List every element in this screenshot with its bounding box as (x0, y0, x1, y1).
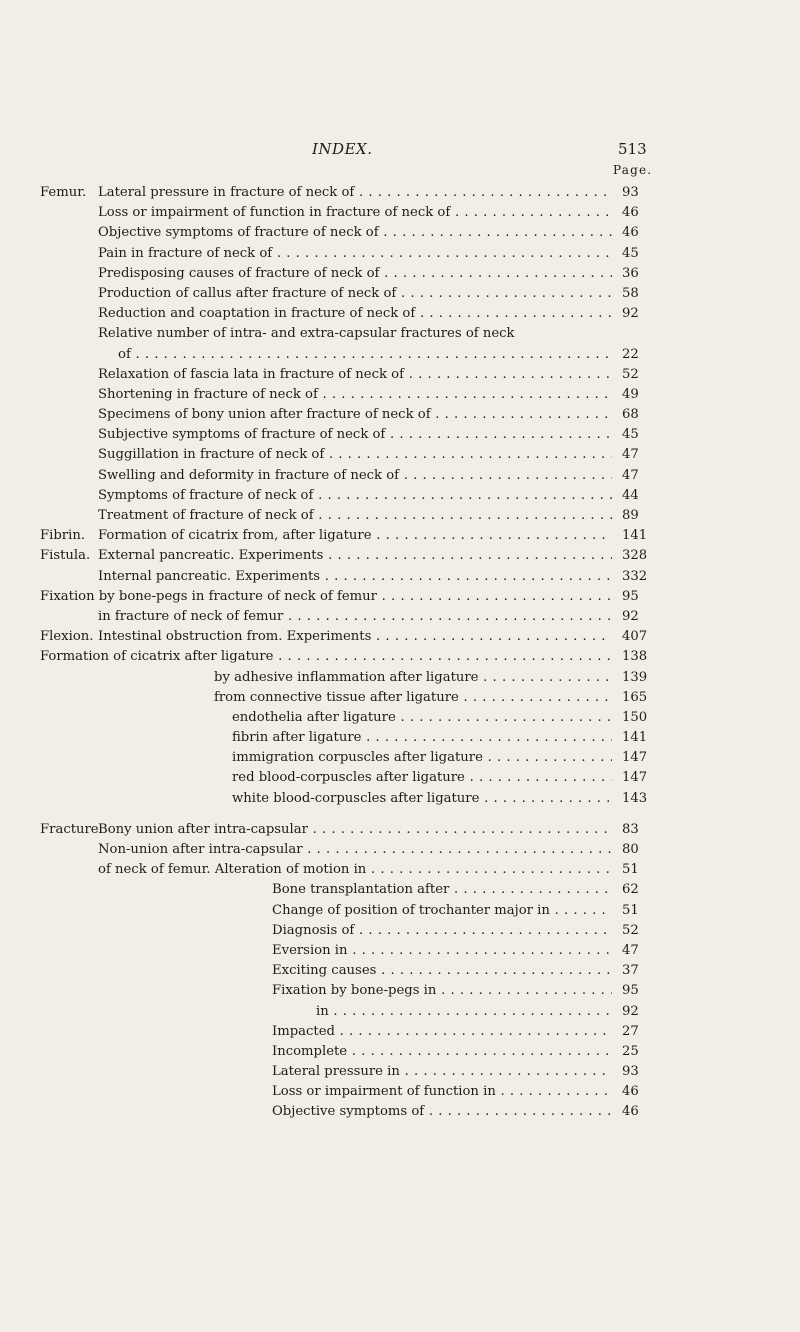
entry-page-number: 138 (622, 649, 648, 665)
entry-text: Formation of cicatrix from, after ligature . . . (98, 526, 612, 546)
index-entry (0, 425, 800, 445)
index-entry (0, 1102, 800, 1122)
entry-text: Production of callus after fracture of neck of . . . (98, 284, 612, 304)
index-entry (0, 264, 800, 284)
index-entry (0, 183, 800, 203)
index-entry (0, 405, 800, 425)
index-entry (0, 708, 800, 728)
entry-page-number: 328 (622, 548, 648, 564)
index-entry (0, 486, 800, 506)
entry-page-number: 51 (622, 902, 639, 918)
entry-text: Specimens of bony union after fracture of neck of . . . (98, 405, 612, 425)
index-entry (0, 567, 800, 587)
index-entry (0, 627, 800, 647)
index-entry (0, 1082, 800, 1102)
entry-page-number: 36 (622, 265, 639, 281)
entry-page-number: 25 (622, 1043, 639, 1059)
index-entry (0, 304, 800, 324)
entry-page-number: 46 (622, 205, 639, 221)
entry-page-number: 141 (622, 528, 648, 544)
entry-text: Internal pancreatic. Experiments . . . (98, 567, 612, 587)
entry-page-number: 45 (622, 427, 639, 443)
entry-page-number: 49 (622, 386, 639, 402)
entry-text: Shortening in fracture of neck of . . . (98, 385, 612, 405)
entry-text: fibrin after ligature . . . (232, 728, 612, 748)
entry-page-number: 92 (622, 306, 639, 322)
entry-page-number: 46 (622, 1104, 639, 1120)
entry-text: Lateral pressure in . . . (272, 1062, 612, 1082)
entry-page-number: 147 (622, 750, 648, 766)
entry-text: Relative number of intra- and extra-capsular fractures of neck (98, 326, 515, 342)
entry-page-number: 93 (622, 1064, 639, 1080)
page-number: 513 (618, 140, 647, 158)
index-entry (0, 728, 800, 748)
index-entry (0, 385, 800, 405)
entry-text: Fixation by bone-pegs in fracture of neck of femur . . . (40, 587, 612, 607)
entry-text: Exciting causes . . . (272, 961, 612, 981)
entry-page-number: 22 (622, 346, 639, 362)
entry-page-number: 44 (622, 487, 639, 503)
entry-heading: Flexion. (40, 629, 94, 645)
entry-page-number: 52 (622, 922, 639, 938)
index-entry (0, 880, 800, 900)
entry-text: Incomplete . . . (272, 1042, 612, 1062)
entry-text: Pain in fracture of neck of . . . (98, 244, 612, 264)
entry-page-number: 80 (622, 842, 639, 857)
index-entry (0, 961, 800, 981)
index-entry (0, 1022, 800, 1042)
entry-page-number: 68 (622, 407, 639, 423)
index-entry (0, 668, 800, 688)
index-entry (0, 768, 800, 788)
index-entry (0, 840, 800, 860)
index-entry (0, 607, 800, 627)
entry-page-number: 89 (622, 508, 639, 523)
index-entry (0, 901, 800, 921)
entry-text: Predisposing causes of fracture of neck of . . . (98, 264, 612, 284)
entry-page-number: 141 (622, 730, 648, 746)
entry-page-number: 93 (622, 185, 639, 200)
entry-page-number: 95 (622, 983, 639, 999)
entry-text: Reduction and coaptation in fracture of neck of . . . (98, 304, 612, 324)
index-entry (0, 445, 800, 465)
entry-page-number: 83 (622, 821, 639, 837)
entry-text: Suggillation in fracture of neck of . . . (98, 445, 612, 465)
page-title: INDEX. (312, 140, 373, 158)
entry-page-number: 46 (622, 225, 639, 241)
entry-text: in fracture of neck of femur . . . (98, 607, 612, 627)
entry-text: Impacted . . . (272, 1022, 612, 1042)
index-entry (0, 345, 800, 365)
entry-text: Bone transplantation after . . . (272, 880, 612, 900)
entry-page-number: 150 (622, 709, 648, 725)
index-entry (0, 860, 800, 880)
entry-text: Eversion in . . . (272, 941, 612, 961)
index-entry (0, 1042, 800, 1062)
index-entry (0, 506, 800, 526)
entry-text: Symptoms of fracture of neck of . . . (98, 486, 612, 506)
entry-page-number: 47 (622, 447, 639, 463)
entry-text: Objective symptoms of . . . (272, 1102, 612, 1122)
entry-text: Fixation by bone-pegs in . . . (272, 981, 612, 1001)
entry-page-number: 92 (622, 608, 639, 624)
index-entry (0, 921, 800, 941)
index-entry (0, 284, 800, 304)
entry-page-number: 27 (622, 1023, 639, 1039)
index-entry (0, 789, 800, 809)
index-entry (0, 546, 800, 566)
index-entry (0, 688, 800, 708)
entry-heading: Femur. (40, 185, 87, 200)
page-column-label: Page. (613, 163, 653, 177)
index-entry (0, 526, 800, 546)
index-entry (0, 223, 800, 243)
entry-page-number: 95 (622, 588, 639, 604)
entry-page-number: 45 (622, 245, 639, 261)
entry-text: Loss or impairment of function in fracture of neck of . . . (98, 203, 612, 223)
entry-text: Relaxation of fascia lata in fracture of neck of . . . (98, 365, 612, 385)
entry-text: Swelling and deformity in fracture of neck of . . . (98, 466, 612, 486)
entry-text: Intestinal obstruction from. Experiments . . . (98, 627, 612, 647)
entry-text: Formation of cicatrix after ligature . . . (40, 647, 612, 667)
index-entry (0, 203, 800, 223)
index-entry (0, 365, 800, 385)
entry-text: from connective tissue after ligature . . . (214, 688, 612, 708)
index-entry (0, 941, 800, 961)
running-header (0, 140, 800, 160)
entry-page-number: 47 (622, 942, 639, 958)
entry-text: Loss or impairment of function in . . . (272, 1082, 612, 1102)
index-entry (0, 324, 800, 344)
entry-page-number: 37 (622, 963, 639, 979)
index-entry (0, 587, 800, 607)
entry-page-number: 143 (622, 790, 648, 806)
entry-text: Subjective symptoms of fracture of neck of . . . (98, 425, 612, 445)
entry-page-number: 47 (622, 467, 639, 483)
entry-text: Non-union after intra-capsular . . . (98, 840, 612, 860)
entry-text: Objective symptoms of fracture of neck of . . . (98, 223, 612, 243)
entry-text: Treatment of fracture of neck of . . . (98, 506, 612, 526)
entry-page-number: 139 (622, 669, 648, 685)
index-entry (0, 647, 800, 667)
entry-text: by adhesive inflammation after ligature . . . (214, 668, 612, 688)
index-entry (0, 820, 800, 840)
entry-text: red blood-corpuscles after ligature . . . (232, 768, 612, 788)
entry-page-number: 51 (622, 862, 639, 878)
entry-text: in . . . (316, 1002, 612, 1022)
index-entry (0, 1002, 800, 1022)
entry-heading: Fracture. (40, 821, 103, 837)
entry-page-number: 52 (622, 366, 639, 382)
entry-heading: Fibrin. (40, 528, 86, 544)
entry-text: Diagnosis of . . . (272, 921, 612, 941)
index-entries (0, 183, 800, 1123)
entry-page-number: 92 (622, 1003, 639, 1019)
index-entry (0, 981, 800, 1001)
entry-page-number: 62 (622, 882, 639, 898)
entry-text: immigration corpuscles after ligature . . . (232, 748, 612, 768)
entry-page-number: 407 (622, 629, 648, 645)
entry-page-number: 46 (622, 1084, 639, 1100)
entry-page-number: 58 (622, 285, 639, 301)
index-entry (0, 244, 800, 264)
entry-page-number: 165 (622, 689, 648, 705)
entry-text: External pancreatic. Experiments . . . (98, 546, 612, 566)
index-entry (0, 1062, 800, 1082)
entry-text: Change of position of trochanter major in . . . (272, 901, 612, 921)
entry-page-number: 147 (622, 770, 648, 786)
index-entry (0, 466, 800, 486)
entry-text: Lateral pressure in fracture of neck of . . . (98, 183, 612, 203)
entry-text: white blood-corpuscles after ligature . . . (232, 789, 612, 809)
index-entry (0, 748, 800, 768)
entry-heading: Fistula. (40, 548, 91, 564)
entry-text: endothelia after ligature . . . (232, 708, 612, 728)
entry-text: of neck of femur. Alteration of motion in . . . (98, 860, 612, 880)
entry-text: Bony union after intra-capsular . . . (98, 820, 612, 840)
entry-text: of . . . (118, 345, 612, 365)
entry-page-number: 332 (622, 568, 648, 584)
